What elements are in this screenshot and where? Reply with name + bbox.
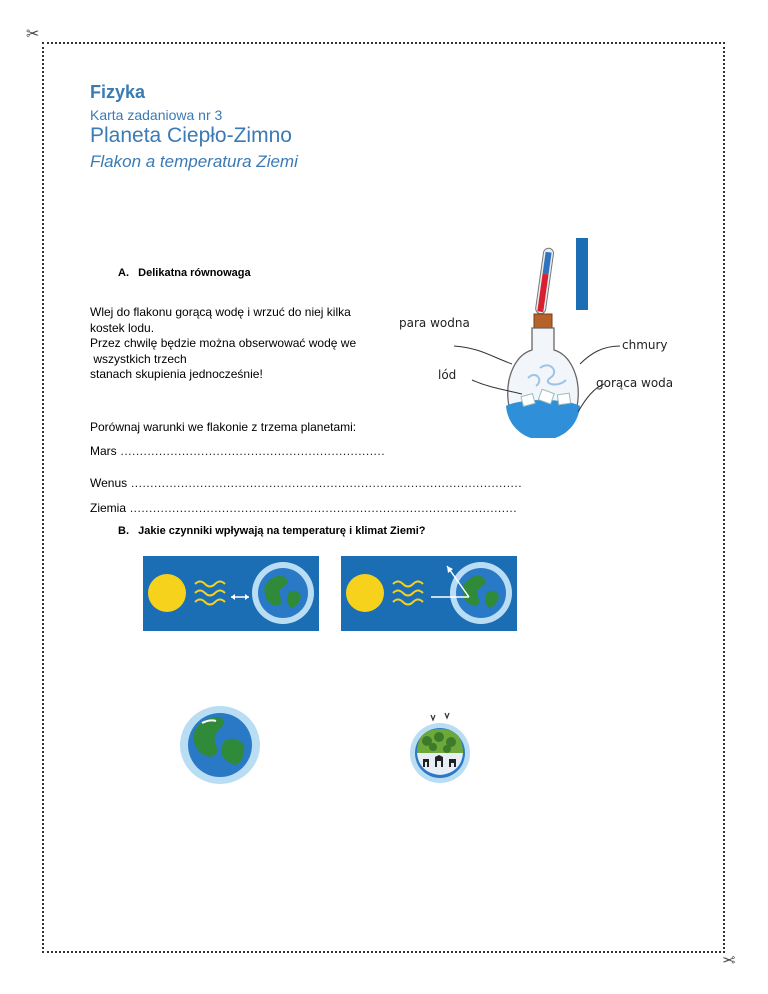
instructions xyxy=(90,305,390,383)
sun-earth-distance-panel xyxy=(143,556,319,631)
sun-earth-distance-icon xyxy=(143,556,319,631)
answer-line-mars[interactable] xyxy=(90,444,385,458)
steam-label: para wodna xyxy=(399,316,470,330)
answer-line-ziemia[interactable] xyxy=(90,501,517,515)
earth-vegetation-illustration xyxy=(409,711,471,786)
instruction-line: wszystkich trzech xyxy=(90,351,187,366)
cut-line-border xyxy=(42,42,725,953)
answer-dots: ...................................................................................................... xyxy=(127,476,523,490)
answer-line-wenus[interactable] xyxy=(90,476,522,490)
earth-atmosphere-illustration xyxy=(180,705,260,785)
ice-label: lód xyxy=(438,368,457,382)
subject-title: Fizyka xyxy=(90,82,146,102)
answer-dots: ..................................................................... xyxy=(116,444,386,458)
section-a-heading: A. Delikatna równowaga xyxy=(118,267,251,279)
clouds-label: chmury xyxy=(622,338,668,352)
instruction-line: kostek lodu. xyxy=(90,320,155,335)
section-b-heading: B. Jakie czynniki wpływają na temperaturę i klimat Ziemi? xyxy=(118,525,426,537)
planet-label: Wenus xyxy=(90,476,128,490)
planet-label: Mars xyxy=(90,444,117,458)
page-title: Planeta Ciepło-Zimno xyxy=(90,124,292,147)
hot-water-label: gorąca woda xyxy=(596,376,674,390)
instruction-line: Wlej do flakonu gorącą wodę i wrzuć do niej kilka xyxy=(90,305,351,319)
instruction-line: Przez chwilę będzie można obserwować wodę we xyxy=(90,336,357,350)
scissors-icon: ✂ xyxy=(26,24,40,43)
instruction-line: stanach skupienia jednocześnie! xyxy=(90,367,263,381)
sun-earth-reflection-icon xyxy=(341,556,517,631)
compare-prompt: Porównaj warunki we flakonie z trzema planetami: xyxy=(90,420,357,434)
page-subtitle: Flakon a temperatura Ziemi xyxy=(90,152,298,171)
earth-atmosphere-icon xyxy=(180,705,260,785)
scissors-icon: ✂ xyxy=(722,950,736,969)
card-number: Karta zadaniowa nr 3 xyxy=(90,107,223,123)
answer-dots: ..................................................................................................... xyxy=(126,501,518,515)
earth-vegetation-icon xyxy=(409,711,471,786)
planet-label: Ziemia xyxy=(90,501,127,515)
sun-earth-reflection-panel xyxy=(341,556,517,631)
flask-illustration xyxy=(390,238,690,438)
